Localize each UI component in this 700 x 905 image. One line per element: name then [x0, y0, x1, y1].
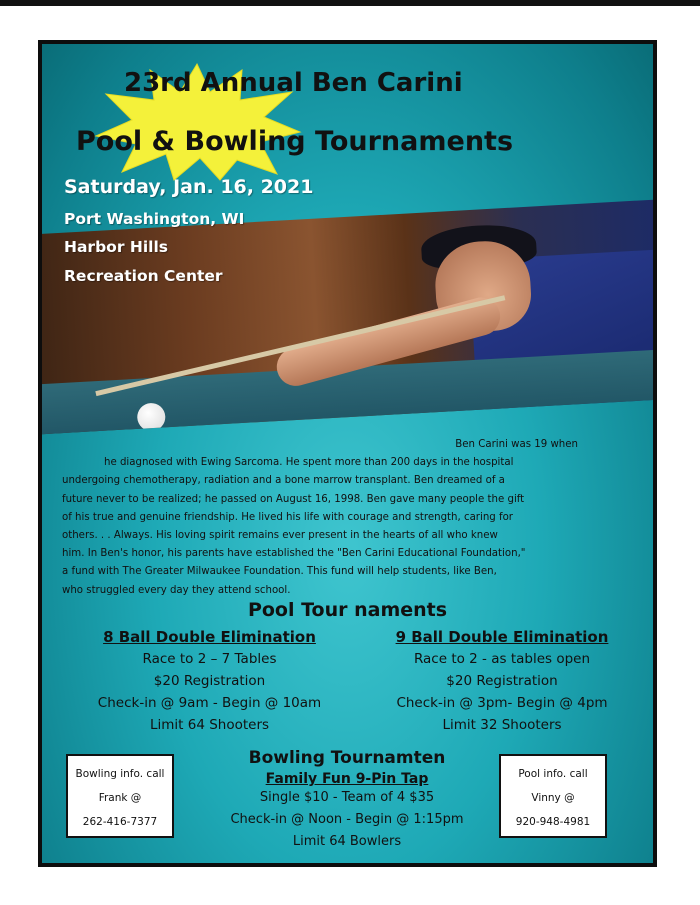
- pool-9-ball-title: 9 Ball Double Elimination: [395, 628, 609, 646]
- pool-8-ball-title: 8 Ball Double Elimination: [103, 628, 316, 646]
- pool-8-ball: [82, 628, 337, 736]
- title-line-2: Pool & Bowling Tournaments: [76, 126, 514, 157]
- contact-line: Bowling info. call: [75, 768, 165, 780]
- bowling-subheading: Family Fun 9-Pin Tap: [265, 771, 429, 787]
- pool-9-ball-row: $20 Registration: [446, 673, 558, 689]
- story-line: a fund with The Greater Milwaukee Foundation. This fund will help students, like Ben,: [62, 566, 497, 578]
- pool-9-ball-row: Check-in @ 3pm- Begin @ 4pm: [396, 695, 608, 711]
- pool-8-ball-row: $20 Registration: [153, 673, 266, 689]
- story-line: undergoing chemotherapy, radiation and a bone marrow transplant. Ben dreamed of a: [62, 475, 505, 487]
- bowling-heading: Bowling Tournamten: [248, 748, 446, 768]
- pool-9-ball-row: Race to 2 - as tables open: [413, 651, 591, 667]
- story-line: who struggled every day they attend school.: [62, 584, 291, 596]
- story-paragraph: [62, 436, 622, 600]
- bowling-contact-box: [66, 754, 174, 838]
- bowling-row: Check-in @ Noon - Begin @ 1:15pm: [230, 812, 464, 827]
- pool-9-ball-row: Limit 32 Shooters: [442, 717, 562, 733]
- pool-8-ball-row: Check-in @ 9am - Begin @ 10am: [97, 695, 322, 711]
- pool-8-ball-row: Limit 64 Shooters: [149, 717, 270, 733]
- top-border: [0, 0, 700, 6]
- bowling-row: Limit 64 Bowlers: [292, 834, 402, 849]
- story-line: Ben Carini was 19 when: [455, 439, 578, 450]
- pool-heading: Pool Tour naments: [247, 599, 448, 621]
- pool-9-ball: [367, 628, 637, 736]
- location-venue: Harbor Hills: [64, 238, 168, 256]
- title-line-1: 23rd Annual Ben Carini: [124, 68, 463, 98]
- story-line: future never to be realized; he passed on August 16, 1998. Ben gave many people the gift: [62, 493, 525, 505]
- story-line: him. In Ben's honor, his parents have established the "Ben Carini Educational Foundation,": [62, 548, 526, 560]
- pool-8-ball-row: Race to 2 – 7 Tables: [142, 651, 277, 667]
- location-city: Port Washington, WI: [64, 210, 245, 228]
- contact-line: Frank @: [98, 792, 142, 804]
- story-line: others. . . Always. His loving spirit remains ever present in the hearts of all who knew: [62, 530, 498, 542]
- pool-player-photo: [38, 200, 657, 435]
- contact-line: Pool info. call: [518, 768, 588, 780]
- location-venue-2: Recreation Center: [64, 267, 223, 285]
- flyer: [38, 40, 657, 867]
- pool-contact-box: [499, 754, 607, 838]
- event-date: Saturday, Jan. 16, 2021: [64, 176, 314, 198]
- story-line: of his true and genuine friendship. He lived his life with courage and strength, caring for: [62, 511, 514, 523]
- bowling-section: [192, 748, 502, 853]
- bowling-row: Single $10 - Team of 4 $35: [259, 790, 435, 805]
- story-line: he diagnosed with Ewing Sarcoma. He spent more than 200 days in the hospital: [104, 457, 514, 469]
- contact-phone: 262-416-7377: [82, 816, 158, 828]
- contact-line: Vinny @: [531, 792, 575, 804]
- contact-phone: 920-948-4981: [515, 816, 591, 828]
